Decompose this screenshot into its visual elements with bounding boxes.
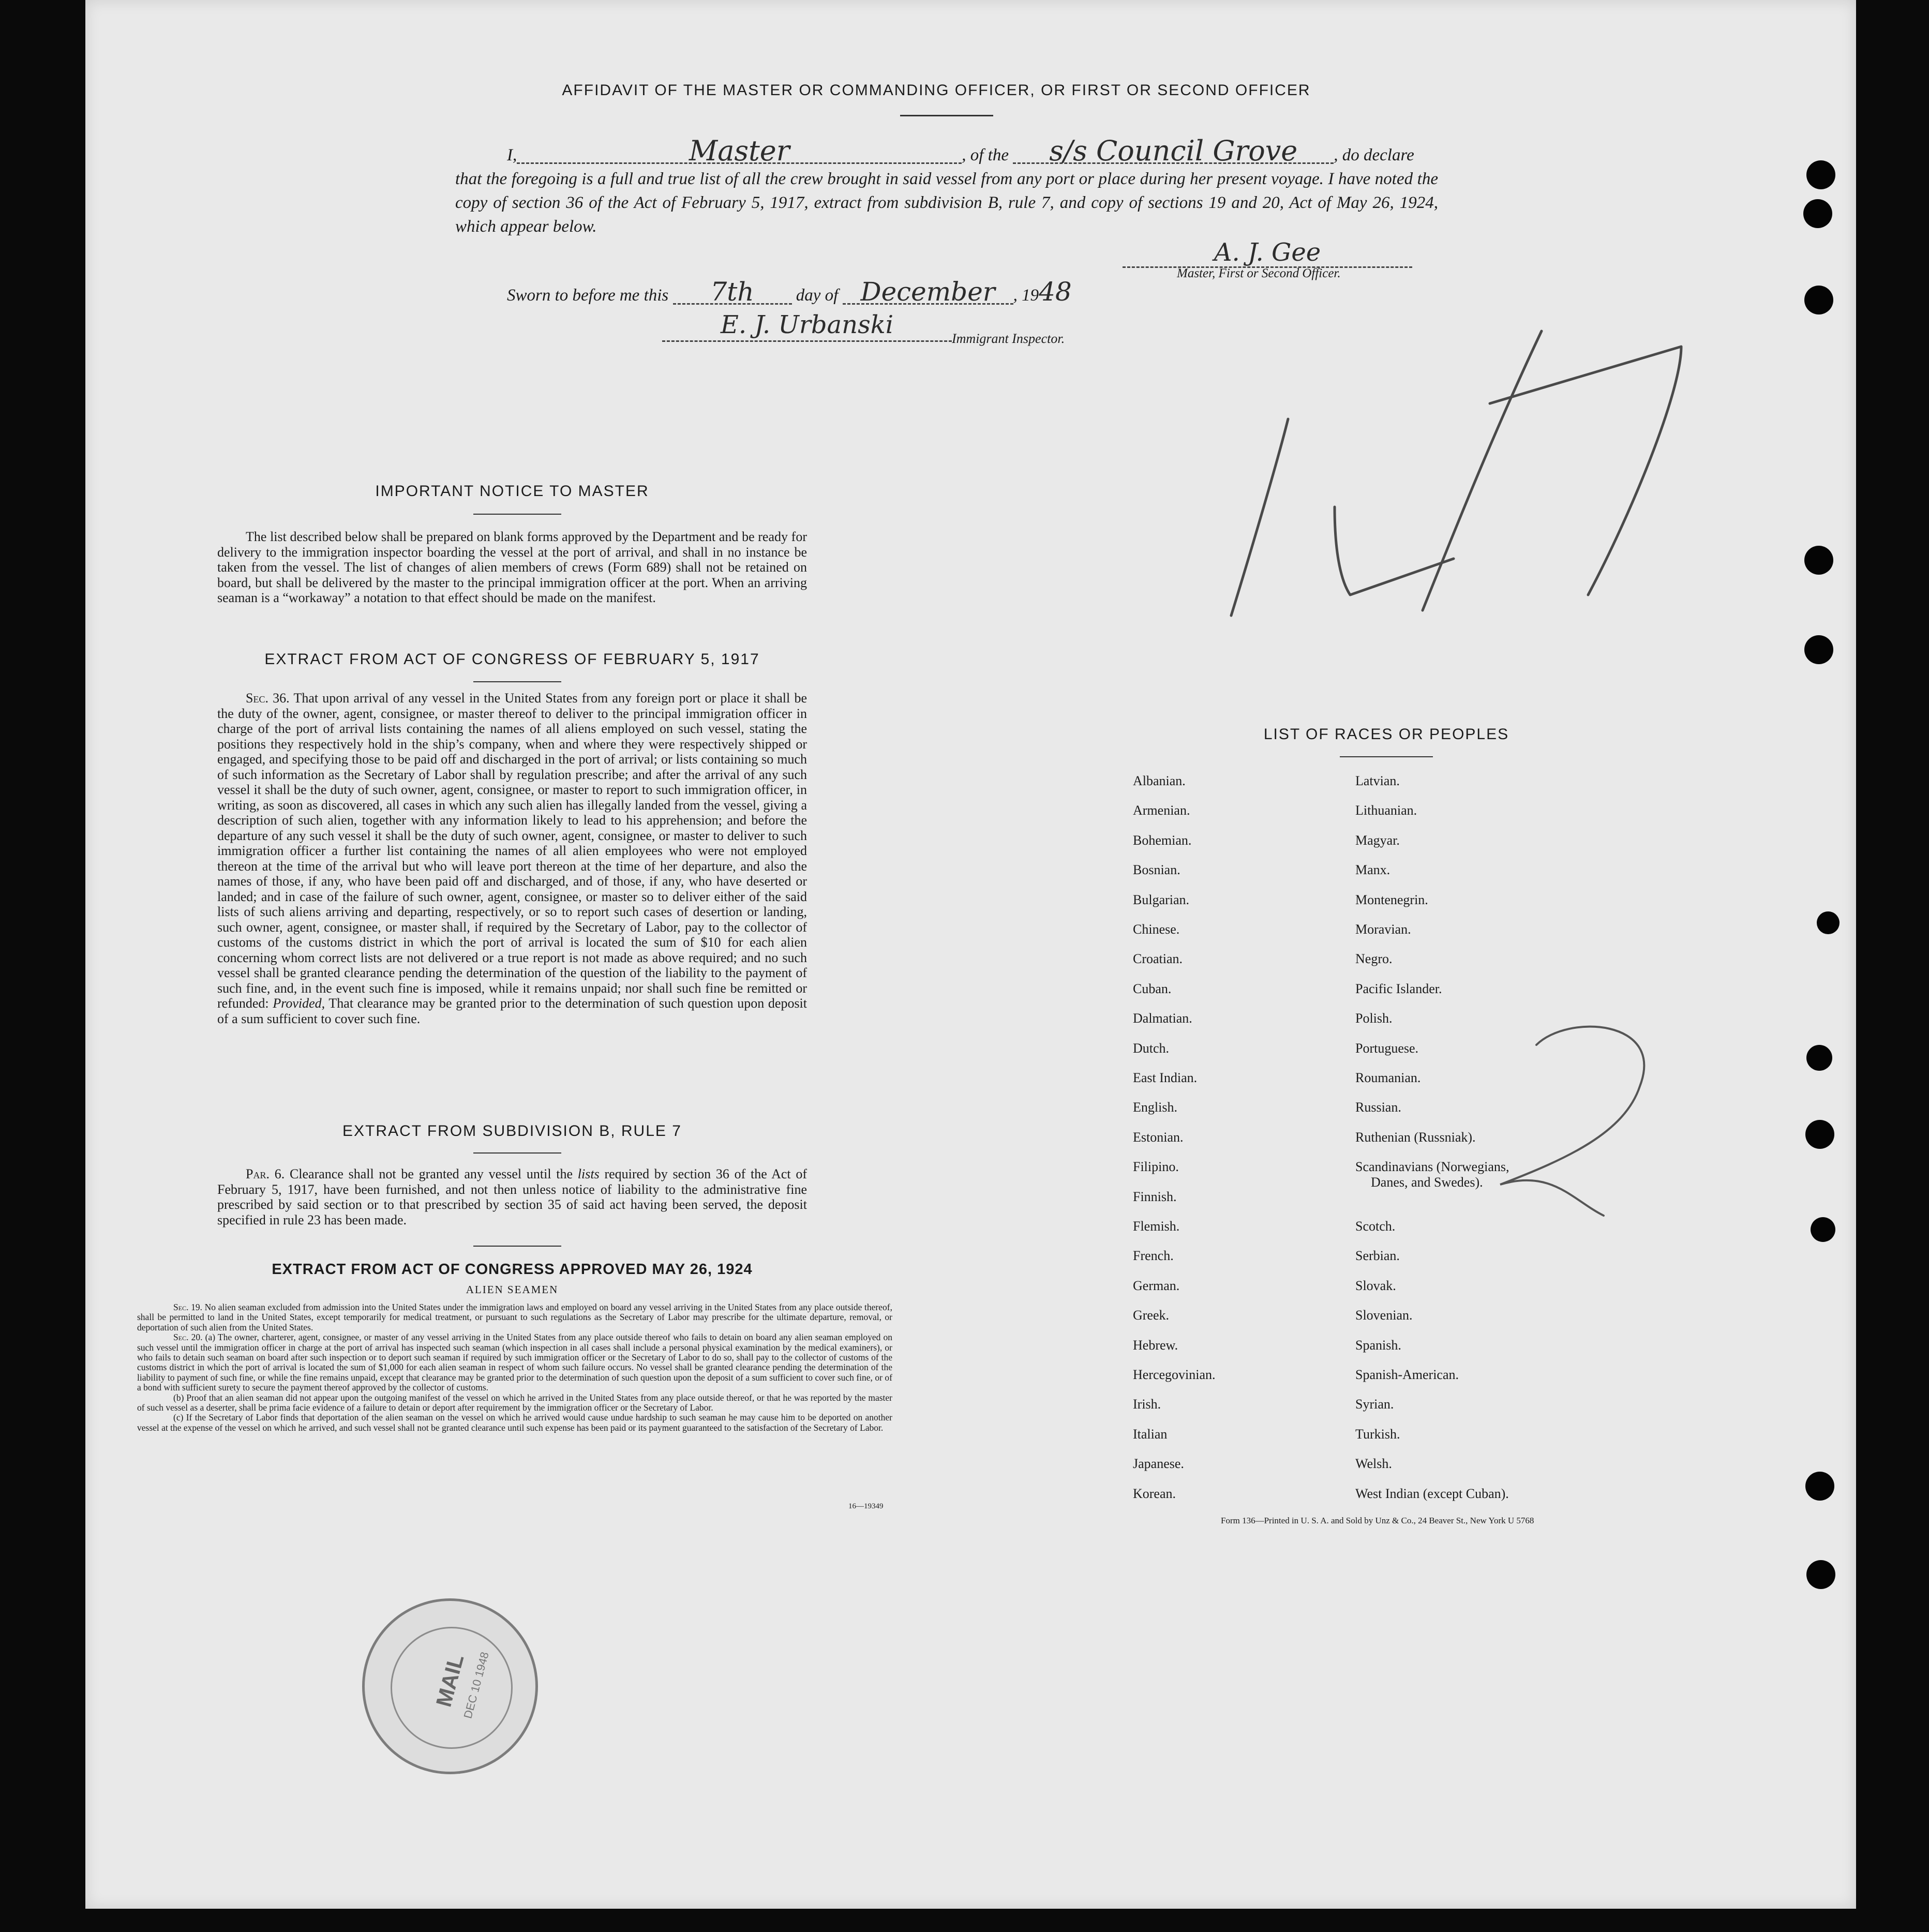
inspector-caption: Immigrant Inspector. [952,331,1065,346]
sec36-label: Sec. 36. [246,691,290,706]
race-item: Scandinavians (Norwegians, [1355,1159,1509,1175]
day-of-label: day of [796,286,839,305]
race-item: Latvian. [1355,773,1400,788]
race-item: West Indian (except Cuban). [1355,1486,1509,1501]
race-item: Ruthenian (Russniak). [1355,1129,1476,1145]
punch-hole [1803,199,1832,228]
race-item: Finnish. [1133,1189,1177,1204]
race-item: German. [1133,1278,1180,1293]
race-item: Irish. [1133,1397,1161,1412]
sec19-text: No alien seaman excluded from admission into the United States under the immigration laws and employed on board any vessel arriving in the United States from any place outside thereof, shall be permitted to land in the United States, except temporarily for medical treatment, or pursuant to such regulations as the Secretary of Labor may prescribe for the ultimate departure, removal, or deportation of such alien from the United States. [137,1302,892,1332]
vessel-name-field: s/s Council Grove [1013,140,1334,164]
punch-hole [1805,1120,1834,1149]
race-item: Korean. [1133,1486,1176,1501]
rule [473,1246,561,1247]
rule [473,681,561,682]
handwritten-number-text: 1217 [1164,283,1180,292]
race-item: Portuguese. [1355,1040,1419,1056]
sec36-text-end: That clearance may be granted prior to the determination of such question upon deposit of a sum sufficient to cover such fine. [217,996,808,1026]
stamp-date: DEC 10 1948 [461,1650,491,1720]
race-item: Greek. [1133,1308,1170,1323]
affidavit-title: AFFIDAVIT OF THE MASTER OR COMMANDING OFFICER, OR FIRST OR SECOND OFFICER [562,82,1311,99]
sec20-label: Sec. 20. [173,1332,203,1343]
punch-hole [1804,546,1833,575]
race-item: Estonian. [1133,1129,1184,1145]
race-item: Slovenian. [1355,1308,1413,1323]
year-prefix: , 19 [1013,286,1039,305]
race-item: Dalmatian. [1133,1011,1192,1026]
race-item: Flemish. [1133,1219,1180,1234]
race-item: Scotch. [1355,1219,1396,1234]
extract-rule7-title: EXTRACT FROM SUBDIVISION B, RULE 7 [342,1122,682,1140]
punch-hole [1806,1045,1832,1071]
important-notice-body: The list described below shall be prepared on blank forms approved by the Department and be ready for delivery to the immigration inspector boarding the vessel at the port of arrival, and shall in no instance be taken from the vessel. The list of changes of alien members of crews (Form 689) shall not be retained on board, but shall be delivered by the master to the principal immigration officer at the port. When an arriving seaman is a “workaway” a notation to that effect should be made on the manifest. [217,529,807,605]
race-item: Albanian. [1133,773,1186,788]
race-item: Italian [1133,1426,1168,1442]
race-item: Hebrew. [1133,1337,1178,1353]
i-label: I, [507,146,517,164]
month-field: December [843,280,1013,305]
handwritten-number-1217 [1164,283,1707,652]
sec19-label: Sec. 19. [173,1302,202,1312]
alien-seamen-subtitle: ALIEN SEAMEN [466,1283,559,1296]
inspector-signature: E. J. Urbanski [662,310,952,342]
race-item: Hercegovinian. [1133,1367,1216,1382]
lists-word: lists [577,1166,600,1181]
rule [1340,756,1433,757]
sworn-line [507,277,1072,307]
race-item: Manx. [1355,862,1390,878]
punch-hole [1804,286,1833,314]
race-item: Filipino. [1133,1159,1179,1175]
handwritten-mark-2 [1490,1014,1676,1221]
race-item: Spanish. [1355,1337,1401,1353]
punch-hole [1811,1217,1835,1242]
mail-date-stamp [362,1598,538,1774]
race-item: Pacific Islander. [1355,981,1442,996]
extract-1924-title: EXTRACT FROM ACT OF CONGRESS APPROVED MAY 26, 1924 [272,1261,753,1278]
punch-hole [1805,1472,1834,1501]
rank-field: Master [517,140,962,164]
day-field: 7th [673,280,792,305]
signature-caption: Master, First or Second Officer. [1177,266,1341,280]
extract-1917-body [217,691,807,1026]
race-item: Magyar. [1355,832,1400,848]
race-item: Lithuanian. [1355,803,1417,818]
race-item: Japanese. [1133,1456,1184,1472]
affidavit-body [455,134,1438,238]
punch-hole [1806,1560,1835,1589]
sec20c-text: (c) If the Secretary of Labor finds that deportation of the alien seaman on the vessel on which he arrived would cause undue hardship to such seaman he may cause him to be deported on another vessel at the expense of the vessel on which he arrived, and such vessel shall not be granted clearance until such expense has been paid or its payment guaranteed to the satisfaction of the Secretary of Labor. [137,1412,892,1433]
race-item: Montenegrin. [1355,892,1428,907]
year-field: 48 [1039,277,1072,307]
race-item: Slovak. [1355,1278,1396,1293]
extract-1917-title: EXTRACT FROM ACT OF CONGRESS OF FEBRUARY 5, 1917 [264,651,760,668]
race-item: East Indian. [1133,1070,1198,1085]
race-item: Moravian. [1355,922,1411,937]
rule [473,1152,561,1154]
race-item: French. [1133,1248,1174,1264]
sec20b-text: (b) Proof that an alien seaman did not appear upon the outgoing manifest of the vessel on which he arrived in the United States from any place outside thereof, or that he was reported by the master of such vessel as a deserter, shall be prima facie evidence of a failure to detain or deport after requirement by the immigration officer or the Secretary of Labor. [137,1392,892,1413]
race-item: Spanish-American. [1355,1367,1459,1382]
race-item: Roumanian. [1355,1070,1421,1085]
punch-hole [1806,160,1835,189]
race-item: Serbian. [1355,1248,1400,1264]
par6-text-b: required by section 36 of the Act of February 5, 1917, have been furnished, and not then unless notice of liability to the administrative fine prescribed by said section or to that prescribed by section 35 of said act having been served, the deposit specified in rule 23 has been made. [217,1166,808,1227]
extract-rule7-body [217,1166,807,1227]
race-item: Syrian. [1355,1397,1394,1412]
race-item: Bosnian. [1133,862,1180,878]
race-item: Turkish. [1355,1426,1400,1442]
race-item: Russian. [1355,1100,1401,1115]
race-item: English. [1133,1100,1177,1115]
race-item: Bohemian. [1133,832,1192,848]
sworn-label: Sworn to before me this [507,286,669,305]
race-item: Polish. [1355,1011,1393,1026]
punch-hole [1804,635,1833,664]
race-item: Cuban. [1133,981,1172,996]
race-item-continuation: Danes, and Swedes). [1371,1175,1483,1190]
race-item: Croatian. [1133,951,1183,967]
important-notice-title: IMPORTANT NOTICE TO MASTER [375,483,649,500]
rule [473,514,561,515]
race-item: Negro. [1355,951,1393,967]
par6-text-a: Clearance shall not be granted any vessel until the [289,1166,573,1181]
race-item: Bulgarian. [1133,892,1190,907]
races-title: LIST OF RACES OR PEOPLES [1263,726,1509,743]
race-item: Chinese. [1133,922,1180,937]
title-rule [900,115,993,116]
par6-label: Par. 6. [246,1166,285,1181]
affidavit-text: that the foregoing is a full and true list of all the crew brought in said vessel from any port or place during her present voyage. I have noted the copy of section 36 of the Act of February 5, 1917, extract from subdivision B, rule 7, and copy of sections 19 and 20, Act of May 26, 1924, which appear below. [455,170,1438,236]
print-code: 16—19349 [848,1502,884,1510]
race-item: Armenian. [1133,803,1190,818]
extract-1924-body [137,1302,892,1433]
form-print-note: Form 136—Printed in U. S. A. and Sold by Unz & Co., 24 Beaver St., New York U 5768 [1221,1516,1534,1525]
race-item: Welsh. [1355,1456,1392,1472]
of-the-label: , of the [962,146,1009,164]
stamp-text: MAIL [431,1652,469,1710]
officer-signature: A. J. Gee [1123,238,1412,268]
punch-hole [1817,911,1840,934]
do-declare-label: , do declare [1334,146,1414,164]
provided-label: Provided, [273,996,325,1011]
race-item: Dutch. [1133,1040,1170,1056]
sec36-text: That upon arrival of any vessel in the United States from any foreign port or place it shall be the duty of the owner, agent, consignee, or master thereof to deliver to the principal immigration officer in charge of the port of arrival lists containing the names of all aliens employed on such vessel, stating the positions they respectively hold in the ship’s company, when and where they were respectively shipped or engaged, and specifying those to be paid off and discharged in the port of arrival; or lists containing so much of such information as the Secretary of Labor shall by regulation prescribe; and after the arrival of any such vessel it shall be the duty of such owner, agent, consignee, or master to report to such immigration officer, in writing, as soon as discovered, all cases in which any such alien has illegally landed from the vessel, giving a description of such alien, together with any information likely to lead to his apprehension; and before the departure of any such vessel it shall be the duty of such owner, agent, consignee, or master to deliver to such immigration officer a further list containing the names of all alien employees who were not employed thereon at the time of the arrival but who will leave port thereon at the time of her departure, and also the names of those, if any, who have been paid off and discharged, and of those, if any, who have deserted or landed; and in case of the failure of such owner, agent, consignee, or master so to deliver either of the said lists of such aliens arriving and departing, respectively, or so to report such cases of desertion or landing, such owner, agent, consignee, or master shall, if required by the Secretary of Labor, pay to the collector of customs of the customs district in which the port of arrival is located the sum of $10 for each alien concerning whom correct lists are not delivered or a true report is not made as above required; and no such vessel shall be granted clearance pending the determination of the question of the liability to the payment of such fine, and, in the event such fine is imposed, while it remains unpaid; nor shall such fine be remitted or refunded: [217,691,807,1011]
sec20a-text: (a) The owner, charterer, agent, consignee, or master of any vessel arriving in the United States from any place outside thereof who fails to detain on board any alien seaman employed on such vessel until the immigration officer in charge at the port of arrival has inspected such seaman (which inspection in all cases shall include a personal physical examination by the medical examiners), or who fails to detain such seaman on board after such inspection or to deport such seaman if required by such immigration officer or the Secretary of Labor to do so, shall pay to the collector of customs of the customs district in which the port of arrival is located the sum of $1,000 for each alien seaman in respect of whom such failure occurs. No vessel shall be granted clearance pending the determination of the liability to payment of such fine, or while the fine remains unpaid, except that clearance may be granted prior to the determination of such question upon the deposit of a sum sufficient to cover such fine, or of a bond with sufficient surety to secure the payment thereof approved by the collector of customs. [137,1332,892,1393]
